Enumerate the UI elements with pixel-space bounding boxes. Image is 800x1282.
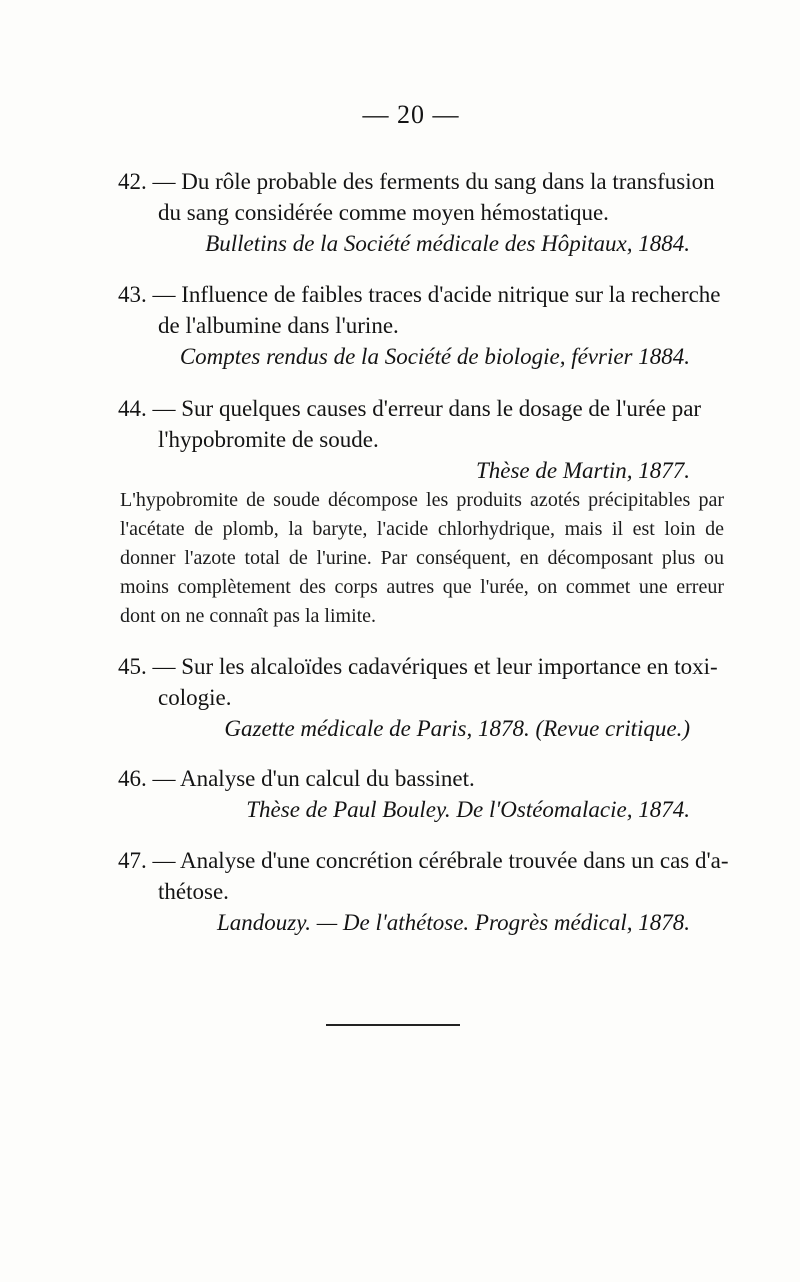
- reference-text: Bulletins de la Société médicale des Hôpitaux, 1884.: [205, 231, 690, 256]
- bibliography-entry-42: [118, 166, 728, 259]
- entry-reference: [118, 907, 728, 938]
- bibliography-entry-44: [118, 393, 728, 486]
- entry-reference: [118, 713, 728, 744]
- entry-title-line: thétose.: [158, 879, 229, 904]
- entry-note: L'hypobromite de soude décompose les produits azotés précipitables par l'acétate de plomb, la baryte, l'acide chlorhydrique, mais il est loin de donner l'azote total de l'urine. Par conséquent, en décomposant plus ou moins complètement des corps autres que l'urée, on commet une erreur dont on ne connaît pas la limite.: [120, 489, 724, 627]
- entry-title-line: 42. — Du rôle probable des ferments du sang dans la transfusion: [118, 169, 715, 194]
- bibliography-entry-43: [118, 279, 728, 372]
- entry-reference: [118, 341, 728, 372]
- entry-title-line: 45. — Sur les alcaloïdes cadavériques et leur importance en toxi-: [118, 654, 718, 679]
- reference-text: Thèse de Paul Bouley. De l'Ostéomalacie, 1874.: [246, 797, 690, 822]
- reference-text: Thèse de Martin, 1877.: [475, 458, 690, 483]
- entry-title-line: cologie.: [158, 685, 232, 710]
- bibliography-entry-45: [118, 651, 728, 744]
- entry-reference: [118, 794, 728, 825]
- reference-text: Gazette médicale de Paris, 1878. (Revue critique.): [224, 716, 690, 741]
- entry-title-line: 47. — Analyse d'une concrétion cérébrale trouvée dans un cas d'a-: [118, 848, 729, 873]
- entry-reference: [118, 228, 728, 259]
- entry-reference: [118, 455, 728, 486]
- entry-title-line: de l'albumine dans l'urine.: [158, 313, 399, 338]
- entry-title-line: du sang considérée comme moyen hémostatique.: [158, 200, 609, 225]
- page-number: — 20 —: [362, 100, 460, 129]
- end-rule-divider: [326, 1024, 460, 1026]
- bibliography-entry-46: [118, 763, 728, 825]
- entry-title-line: 43. — Influence de faibles traces d'acide nitrique sur la recherche: [118, 282, 721, 307]
- entry-title-line: l'hypobromite de soude.: [158, 427, 379, 452]
- bibliography-entry-47: [118, 845, 728, 938]
- entry-title-line: 44. — Sur quelques causes d'erreur dans le dosage de l'urée par: [118, 396, 702, 421]
- reference-text: Landouzy. — De l'athétose. Progrès médical, 1878.: [217, 910, 690, 935]
- reference-text: Comptes rendus de la Société de biologie, février 1884.: [179, 344, 690, 369]
- entry-title-line: 46. — Analyse d'un calcul du bassinet.: [118, 766, 475, 791]
